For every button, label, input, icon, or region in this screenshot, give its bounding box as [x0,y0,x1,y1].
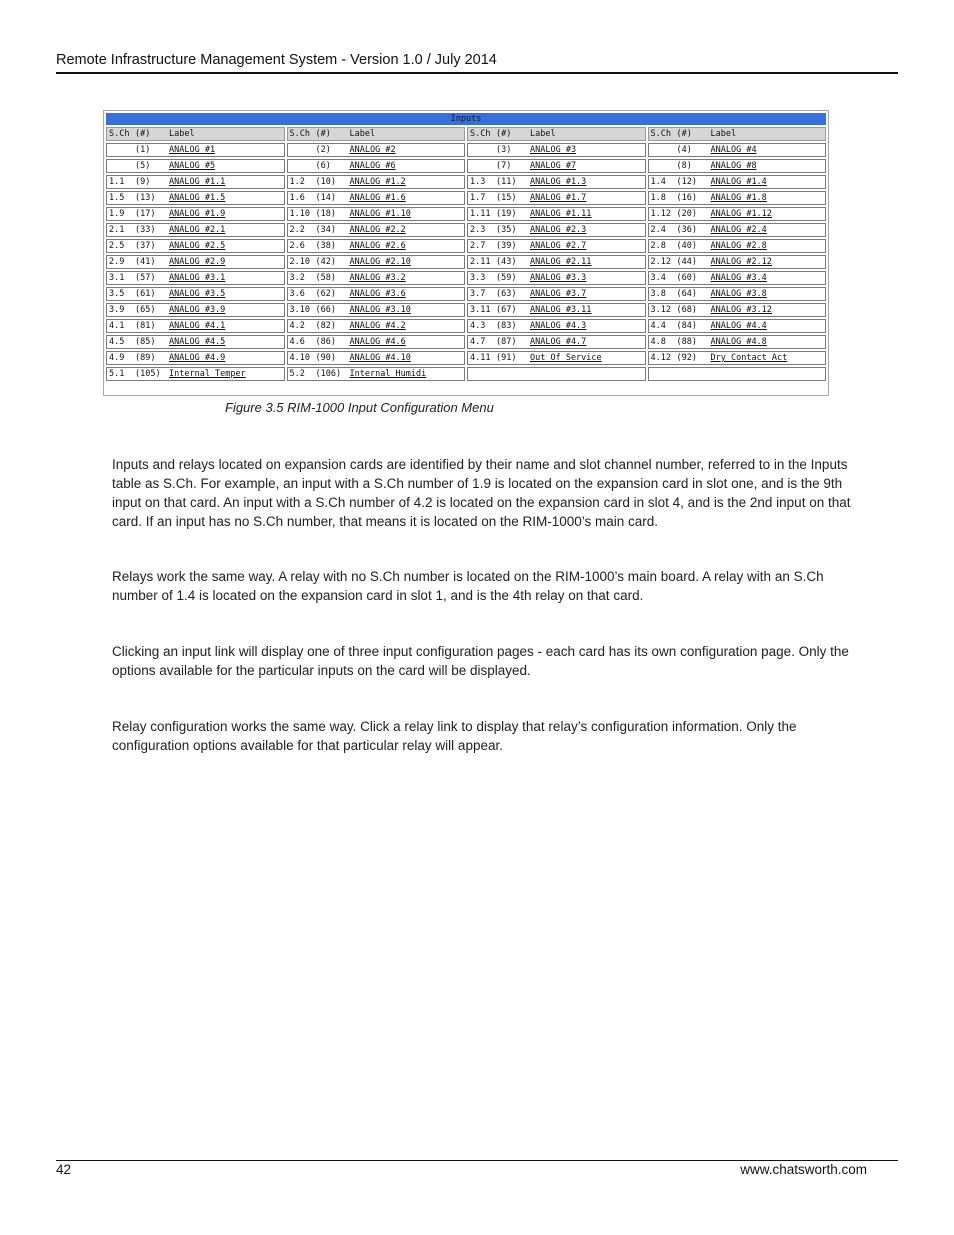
input-cell [106,271,285,285]
header-num: (#) [496,129,512,139]
input-sch: 1.8 [650,193,666,203]
input-sch: 4.6 [289,337,305,347]
input-link[interactable]: ANALOG #1.9 [169,209,226,219]
input-link[interactable]: ANALOG #2.4 [710,225,767,235]
input-link[interactable]: ANALOG #3 [530,145,577,155]
input-sch: 1.4 [650,177,666,187]
input-sch: 1.3 [470,177,486,187]
input-link[interactable]: Dry Contact Act [710,353,788,363]
input-sch: 2.1 [109,225,125,235]
input-cell [467,303,646,317]
input-sch: 1.7 [470,193,486,203]
input-sch: 2.6 [289,241,305,251]
input-number: (60) [676,273,697,283]
table-row [106,351,826,365]
input-cell [106,303,285,317]
input-sch: 1.11 [470,209,491,219]
input-cell [106,335,285,349]
input-link[interactable]: ANALOG #1 [169,145,216,155]
input-cell [648,191,827,205]
input-cell [287,351,466,365]
input-cell [287,319,466,333]
input-sch: 2.5 [109,241,125,251]
input-cell [648,335,827,349]
input-cell [106,223,285,237]
input-link[interactable]: ANALOG #4.7 [530,337,587,347]
input-number: (15) [496,193,517,203]
input-cell [287,239,466,253]
input-number: (88) [676,337,697,347]
input-link[interactable]: ANALOG #3.6 [349,289,406,299]
input-number: (81) [135,321,156,331]
paragraph-input-link: Clicking an input link will display one of three input configuration pages - each card has its own configuration page. Only the options available for the particular inputs on the card will be displayed. [112,644,849,678]
input-cell [648,303,827,317]
input-cell [648,351,827,365]
input-sch: 3.5 [109,289,125,299]
input-cell [106,143,285,157]
input-sch: 1.12 [650,209,671,219]
input-number: (85) [135,337,156,347]
column-header-cell [287,127,466,141]
input-cell [648,239,827,253]
input-link[interactable]: Out Of Service [530,353,602,363]
input-sch: 3.11 [470,305,491,315]
table-row [106,319,826,333]
input-number: (43) [496,257,517,267]
input-cell [287,159,466,173]
input-number: (65) [135,305,156,315]
inputs-config-screenshot [103,110,829,396]
input-link[interactable]: ANALOG #2.2 [349,225,406,235]
input-cell [106,159,285,173]
table-row [106,367,826,381]
input-number: (18) [315,209,336,219]
input-number: (14) [315,193,336,203]
input-number: (6) [315,161,331,171]
input-number: (33) [135,225,156,235]
input-link[interactable]: ANALOG #1.5 [169,193,226,203]
input-link[interactable]: ANALOG #6 [349,161,396,171]
input-link[interactable]: ANALOG #1.12 [710,209,772,219]
input-number: (92) [676,353,697,363]
input-number: (11) [496,177,517,187]
input-sch: 4.8 [650,337,666,347]
input-number: (5) [135,161,151,171]
header-sch: S.Ch [109,129,130,139]
footer-divider [56,1160,898,1161]
input-cell [287,271,466,285]
table-row [106,239,826,253]
input-link[interactable]: Internal Humidi [349,369,427,379]
header-num: (#) [315,129,331,139]
input-number: (83) [496,321,517,331]
table-row [106,303,826,317]
input-number: (91) [496,353,517,363]
input-cell [106,367,285,381]
input-link[interactable]: ANALOG #5 [169,161,216,171]
input-number: (1) [135,145,151,155]
input-sch: 3.4 [650,273,666,283]
table-row [106,223,826,237]
input-cell [467,367,646,381]
input-number: (12) [676,177,697,187]
input-number: (34) [315,225,336,235]
input-sch: 4.12 [650,353,671,363]
input-sch: 4.2 [289,321,305,331]
header-num: (#) [676,129,692,139]
input-number: (37) [135,241,156,251]
input-cell [106,351,285,365]
input-number: (68) [676,305,697,315]
input-number: (61) [135,289,156,299]
table-title-row [106,113,826,125]
input-sch: 2.10 [289,257,310,267]
input-number: (4) [676,145,692,155]
input-number: (89) [135,353,156,363]
header-sch: S.Ch [289,129,310,139]
input-link[interactable]: ANALOG #1.2 [349,177,406,187]
input-link[interactable]: ANALOG #1.7 [530,193,587,203]
header-label: Label [710,129,737,139]
table-row [106,159,826,173]
input-number: (36) [676,225,697,235]
input-number: (41) [135,257,156,267]
input-cell [467,271,646,285]
input-sch: 2.7 [470,241,486,251]
input-link[interactable]: ANALOG #2.9 [169,257,226,267]
input-link[interactable]: ANALOG #1.4 [710,177,767,187]
input-cell [648,159,827,173]
input-link[interactable]: ANALOG #2.3 [530,225,587,235]
input-cell [287,223,466,237]
header-label: Label [169,129,195,139]
input-sch: 1.9 [109,209,125,219]
input-link[interactable]: ANALOG #3.10 [349,305,411,315]
input-cell [287,175,466,189]
page-number: 42 [56,1162,72,1177]
input-cell [648,207,827,221]
input-cell [467,159,646,173]
input-number: (35) [496,225,517,235]
column-header-cell [648,127,827,141]
input-cell [287,207,466,221]
column-header-cell [106,127,285,141]
input-link[interactable]: ANALOG #2.5 [169,241,226,251]
input-cell [106,207,285,221]
input-number: (3) [496,145,512,155]
input-number: (16) [676,193,697,203]
input-cell [467,223,646,237]
input-sch: 3.3 [470,273,486,283]
input-cell [648,271,827,285]
input-number: (42) [315,257,336,267]
input-link[interactable]: ANALOG #2.1 [169,225,226,235]
input-sch: 2.12 [650,257,671,267]
input-sch: 1.10 [289,209,310,219]
table-row [106,287,826,301]
input-sch: 1.2 [289,177,305,187]
input-link[interactable]: ANALOG #4.1 [169,321,226,331]
input-number: (84) [676,321,697,331]
input-sch: 1.6 [289,193,305,203]
input-sch: 3.8 [650,289,666,299]
input-link[interactable]: ANALOG #3.8 [710,289,767,299]
input-link[interactable]: ANALOG #2.10 [349,257,411,267]
input-cell [106,287,285,301]
input-sch: 2.8 [650,241,666,251]
input-sch: 2.3 [470,225,486,235]
input-cell [648,287,827,301]
table-row [106,191,826,205]
column-header-cell [467,127,646,141]
input-sch: 4.7 [470,337,486,347]
input-number: (39) [496,241,517,251]
header-num: (#) [135,129,151,139]
figure-caption: Figure 3.5 RIM-1000 Input Configuration Menu [225,400,494,415]
input-number: (19) [496,209,517,219]
input-cell [287,143,466,157]
input-cell [467,239,646,253]
header-sch: S.Ch [470,129,491,139]
input-sch: 2.2 [289,225,305,235]
input-number: (66) [315,305,336,315]
input-number: (58) [315,273,336,283]
input-cell [106,239,285,253]
input-sch: 3.10 [289,305,310,315]
input-cell [648,143,827,157]
input-number: (9) [135,177,151,187]
input-cell [467,191,646,205]
input-cell [287,255,466,269]
input-sch: 4.1 [109,321,125,331]
table-row [106,175,826,189]
input-link[interactable]: ANALOG #2.6 [349,241,406,251]
header-label: Label [530,129,556,139]
input-number: (10) [315,177,336,187]
input-sch: 2.11 [470,257,491,267]
input-link[interactable]: ANALOG #3.9 [169,305,226,315]
input-link[interactable]: ANALOG #4.8 [710,337,767,347]
header-divider [56,72,898,74]
input-link[interactable]: ANALOG #1.3 [530,177,587,187]
input-cell [467,143,646,157]
input-sch: 1.5 [109,193,125,203]
table-row [106,271,826,285]
input-sch: 4.5 [109,337,125,347]
input-link[interactable]: ANALOG #4.5 [169,337,226,347]
input-link[interactable]: ANALOG #3.5 [169,289,226,299]
input-link[interactable]: ANALOG #4.4 [710,321,767,331]
input-cell [287,191,466,205]
input-number: (38) [315,241,336,251]
input-sch: 3.2 [289,273,305,283]
input-sch: 4.3 [470,321,486,331]
table-row [106,143,826,157]
input-cell [648,367,827,381]
input-sch: 2.4 [650,225,666,235]
table-row [106,335,826,349]
input-number: (40) [676,241,697,251]
input-number: (2) [315,145,331,155]
input-number: (63) [496,289,517,299]
paragraph-relays: Relays work the same way. A relay with no S.Ch number is located on the RIM-1000’s main board. A relay with an S.Ch number of 1.4 is located on the expansion card in slot 1, and is the 4th relay on that card. [112,569,824,603]
input-number: (62) [315,289,336,299]
table-row [106,255,826,269]
input-cell [287,287,466,301]
input-link[interactable]: ANALOG #8 [710,161,757,171]
input-link[interactable]: ANALOG #4.6 [349,337,406,347]
input-sch: 4.9 [109,353,125,363]
input-cell [648,223,827,237]
input-link[interactable]: ANALOG #2.7 [530,241,587,251]
table-row [106,207,826,221]
input-link[interactable]: ANALOG #4.10 [349,353,411,363]
paragraph-relay-config: Relay configuration works the same way. Click a relay link to display that relay’s configuration information. Only the configuration options available for that particular relay will appear. [112,719,797,753]
input-cell [467,255,646,269]
header-label: Label [349,129,376,139]
input-cell [648,175,827,189]
input-sch: 3.6 [289,289,305,299]
table-title: Inputs [106,113,826,125]
input-cell [106,319,285,333]
input-number: (106) [315,369,342,379]
input-link[interactable]: ANALOG #4.9 [169,353,226,363]
input-sch: 1.1 [109,177,125,187]
input-number: (59) [496,273,517,283]
input-link[interactable]: ANALOG #3.12 [710,305,772,315]
page-header-title: Remote Infrastructure Management System - Version 1.0 / July 2014 [56,52,497,68]
input-sch: 3.12 [650,305,671,315]
input-link[interactable]: ANALOG #4.3 [530,321,587,331]
input-cell [287,367,466,381]
input-cell [467,207,646,221]
input-number: (20) [676,209,697,219]
input-sch: 4.11 [470,353,491,363]
input-number: (86) [315,337,336,347]
input-number: (67) [496,305,517,315]
input-sch: 4.10 [289,353,310,363]
input-number: (57) [135,273,156,283]
input-number: (64) [676,289,697,299]
footer-url: www.chatsworth.com [740,1162,867,1177]
input-cell [106,175,285,189]
input-link[interactable]: ANALOG #7 [530,161,577,171]
header-sch: S.Ch [650,129,671,139]
input-link[interactable]: ANALOG #1.10 [349,209,411,219]
input-link[interactable]: ANALOG #2.11 [530,257,592,267]
input-number: (13) [135,193,156,203]
input-sch: 4.4 [650,321,666,331]
input-cell [287,303,466,317]
input-number: (105) [135,369,161,379]
input-sch: 2.9 [109,257,125,267]
input-link[interactable]: ANALOG #1.1 [169,177,226,187]
inputs-table [104,111,828,383]
paragraph-sch-explanation: Inputs and relays located on expansion cards are identified by their name and slot channel number, referred to in the Inputs table as S.Ch. For example, an input with a S.Ch number of 1.9 is located on the expansion card in slot one, and is the 9th input on that card. An input with a S.Ch number of 4.2 is located on the expansion card in slot 4, and is the 2nd input on that card. If an input has no S.Ch number, that means it is located on the RIM-1000’s main card. [112,457,851,529]
input-cell [467,175,646,189]
input-link[interactable]: Internal Temper [169,369,246,379]
input-cell [467,319,646,333]
input-link[interactable]: ANALOG #1.8 [710,193,767,203]
input-link[interactable]: ANALOG #3.3 [530,273,587,283]
input-sch: 5.1 [109,369,125,379]
input-link[interactable]: ANALOG #4 [710,145,757,155]
input-number: (17) [135,209,156,219]
input-cell [287,335,466,349]
input-link[interactable]: ANALOG #4.2 [349,321,406,331]
input-number: (82) [315,321,336,331]
input-link[interactable]: ANALOG #1.11 [530,209,592,219]
input-cell [648,319,827,333]
input-number: (7) [496,161,512,171]
input-number: (8) [676,161,692,171]
input-number: (87) [496,337,517,347]
input-sch: 5.2 [289,369,305,379]
input-cell [106,191,285,205]
input-cell [467,335,646,349]
input-link[interactable]: ANALOG #3.2 [349,273,406,283]
input-sch: 3.9 [109,305,125,315]
input-cell [106,255,285,269]
input-sch: 3.1 [109,273,125,283]
input-sch: 3.7 [470,289,486,299]
input-number: (90) [315,353,336,363]
input-link[interactable]: ANALOG #2 [349,145,396,155]
input-link[interactable]: ANALOG #3.11 [530,305,592,315]
input-cell [467,351,646,365]
input-link[interactable]: ANALOG #2.12 [710,257,772,267]
input-cell [467,287,646,301]
input-cell [648,255,827,269]
input-number: (44) [676,257,697,267]
input-link[interactable]: ANALOG #3.4 [710,273,767,283]
input-link[interactable]: ANALOG #3.1 [169,273,226,283]
column-header-row [106,127,826,141]
input-link[interactable]: ANALOG #2.8 [710,241,767,251]
input-link[interactable]: ANALOG #3.7 [530,289,587,299]
input-link[interactable]: ANALOG #1.6 [349,193,406,203]
